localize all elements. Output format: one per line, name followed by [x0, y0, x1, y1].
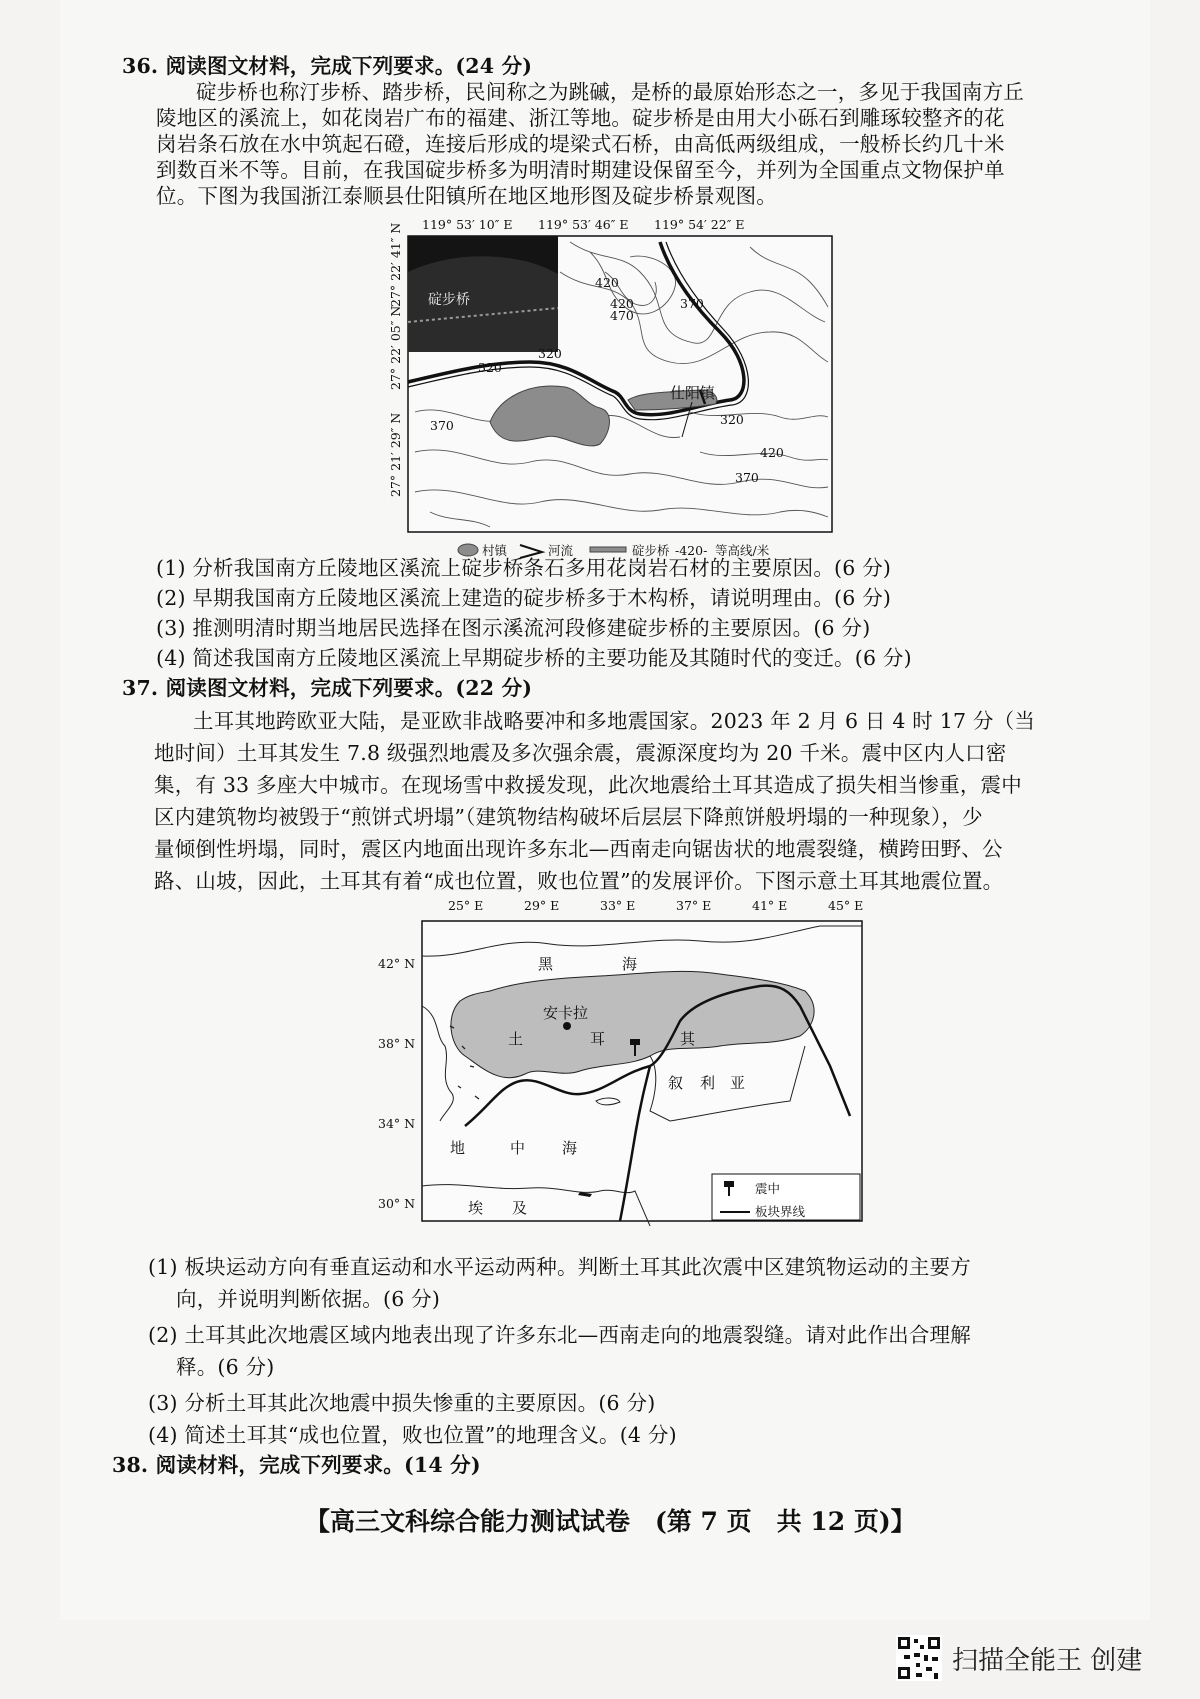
country-label: 其: [680, 1030, 696, 1048]
ankara-dot: [563, 1022, 571, 1030]
q37-heading: 37. 阅读图文材料，完成下列要求。(22 分): [122, 676, 533, 700]
legend-contour-sample: -420-: [675, 543, 708, 558]
q36-para-line: 岗岩条石放在水中筑起石磴，连接后形成的堤梁式石桥，由高低两级组成，一般桥长约几十米: [156, 132, 1005, 156]
lat-label: 42° N: [378, 956, 416, 971]
scanner-watermark: [896, 1632, 1192, 1684]
town-label: 仕阳镇: [670, 384, 716, 402]
q37-para-line: 集，有 33 多座大中城市。在现场雪中救援发现，此次地震给土耳其造成了损失相当惨重，震中: [154, 773, 1022, 797]
legend-river: 河流: [548, 543, 574, 558]
q36-sub1: (1) 分析我国南方丘陵地区溪流上碇步桥条石多用花岗岩石材的主要原因。(6 分): [156, 556, 892, 580]
country-label: 叙: [668, 1074, 684, 1092]
contour-label: 370: [735, 470, 759, 485]
contour-label: 470: [610, 308, 634, 323]
q37-sub2-cont: 释。(6 分): [176, 1355, 275, 1379]
q37-sub3: (3) 分析土耳其此次地震中损失惨重的主要原因。(6 分): [148, 1391, 656, 1415]
map-legend: [712, 1174, 860, 1220]
lon-label: 119° 53′ 10″ E: [422, 217, 513, 232]
q37-para-line: 路、山坡，因此，土耳其有着“成也位置，败也位置”的发展评价。下图示意土耳其地震位置。: [154, 869, 1004, 893]
q36-heading: 36. 阅读图文材料，完成下列要求。(24 分): [122, 54, 533, 78]
legend-bridge: 碇步桥: [632, 543, 670, 558]
legend-village: 村镇: [482, 543, 508, 558]
q37-para-line: 量倾倒性坍塌，同时，震区内地面出现许多东北—西南走向锯齿状的地震裂缝，横跨田野、公: [154, 837, 1003, 861]
photo-label: 碇步桥: [428, 292, 470, 308]
country-label: 耳: [590, 1030, 606, 1048]
lon-label: 119° 54′ 22″ E: [654, 217, 745, 232]
country-label: 亚: [730, 1074, 746, 1092]
lat-label: 38° N: [378, 1036, 416, 1051]
lat-label: 30° N: [378, 1196, 416, 1211]
turkey-earthquake-map: [350, 896, 890, 1236]
contour-label: 320: [538, 346, 562, 361]
contour-label: 370: [430, 418, 454, 433]
q36-sub4: (4) 简述我国南方丘陵地区溪流上早期碇步桥的主要功能及其随时代的变迁。(6 分): [156, 646, 912, 670]
sea-label: 黑: [538, 955, 554, 973]
country-label: 埃: [468, 1199, 484, 1217]
legend-epicenter-icon: [724, 1181, 734, 1187]
lon-label: 41° E: [752, 898, 788, 913]
q37-sub2: (2) 土耳其此次地震区域内地表出现了许多东北—西南走向的地震裂缝。请对此作出合理解: [148, 1323, 971, 1347]
contour-label: 420: [610, 296, 634, 311]
watermark-text: 扫描全能王 创建: [952, 1645, 1143, 1676]
sea-label: 海: [562, 1139, 578, 1157]
q37-para-line: 土耳其地跨欧亚大陆，是亚欧非战略要冲和多地震国家。2023 年 2 月 6 日 4 时 17 分（当: [193, 709, 1036, 733]
lon-label: 45° E: [828, 898, 864, 913]
country-label: 土: [508, 1030, 524, 1048]
lon-label: 29° E: [524, 898, 560, 913]
q36-para-line: 位。下图为我国浙江泰顺县仕阳镇所在地区地形图及碇步桥景观图。: [156, 184, 777, 208]
page-footer: 【高三文科综合能力测试试卷 (第 7 页 共 12 页)】: [305, 1507, 916, 1536]
legend-plate: 板块界线: [755, 1204, 806, 1219]
lon-label: 33° E: [600, 898, 636, 913]
lon-label: 37° E: [676, 898, 712, 913]
qr-code-icon: [896, 1635, 942, 1681]
contour-label: 370: [680, 296, 704, 311]
contour-label: 320: [720, 412, 744, 427]
sea-label: 海: [622, 955, 638, 973]
lat-label: 34° N: [378, 1116, 416, 1131]
legend-epicenter: 震中: [755, 1181, 781, 1196]
q37-sub1-cont: 向，并说明判断依据。(6 分): [176, 1287, 441, 1311]
contour-label: 320: [478, 360, 502, 375]
lat-label: 27° 22′ 41″ N: [388, 222, 403, 307]
contour-label: 420: [595, 275, 619, 290]
q36-sub3: (3) 推测明清时期当地居民选择在图示溪流河段修建碇步桥的主要原因。(6 分): [156, 616, 871, 640]
lon-label: 119° 53′ 46″ E: [538, 217, 629, 232]
q37-para-line: 地时间）土耳其发生 7.8 级强烈地震及多次强余震，震源深度均为 20 千米。震中区内人口密: [154, 741, 1007, 765]
lon-label: 25° E: [448, 898, 484, 913]
q37-sub4: (4) 简述土耳其“成也位置，败也位置”的地理含义。(4 分): [148, 1423, 677, 1447]
q37-para-line: 区内建筑物均被毁于“煎饼式坍塌”（建筑物结构破坏后层层下降煎饼般坍塌的一种现象），少: [154, 805, 983, 829]
ankara-label: 安卡拉: [543, 1004, 589, 1022]
contour-label: 420: [760, 445, 784, 460]
sea-label: 地: [450, 1139, 466, 1157]
q36-para-line: 碇步桥也称汀步桥、踏步桥，民间称之为跳磩，是桥的最原始形态之一，多见于我国南方丘: [196, 80, 1024, 104]
q36-sub2: (2) 早期我国南方丘陵地区溪流上建造的碇步桥多于木构桥，请说明理由。(6 分): [156, 586, 892, 610]
q36-para-line: 陵地区的溪流上，如花岗岩广布的福建、浙江等地。碇步桥是由用大小砾石到雕琢较整齐的花: [156, 106, 1005, 130]
lat-label: 27° 22′ 05″ N: [388, 305, 403, 390]
q37-sub1: (1) 板块运动方向有垂直运动和水平运动两种。判断土耳其此次震中区建筑物运动的主要方: [148, 1255, 971, 1279]
lat-label: 27° 21′ 29″ N: [388, 412, 403, 497]
q36-para-line: 到数百米不等。目前，在我国碇步桥多为明清时期建设保留至今，并列为全国重点文物保护单: [156, 158, 1005, 182]
topographic-map: [370, 212, 840, 562]
legend-contour: 等高线/米: [715, 543, 770, 558]
q38-heading: 38. 阅读材料，完成下列要求。(14 分): [112, 1453, 481, 1477]
legend-bridge-swatch: [590, 547, 626, 552]
country-label: 利: [700, 1074, 716, 1092]
sea-label: 中: [510, 1139, 526, 1157]
country-label: 及: [512, 1199, 528, 1217]
